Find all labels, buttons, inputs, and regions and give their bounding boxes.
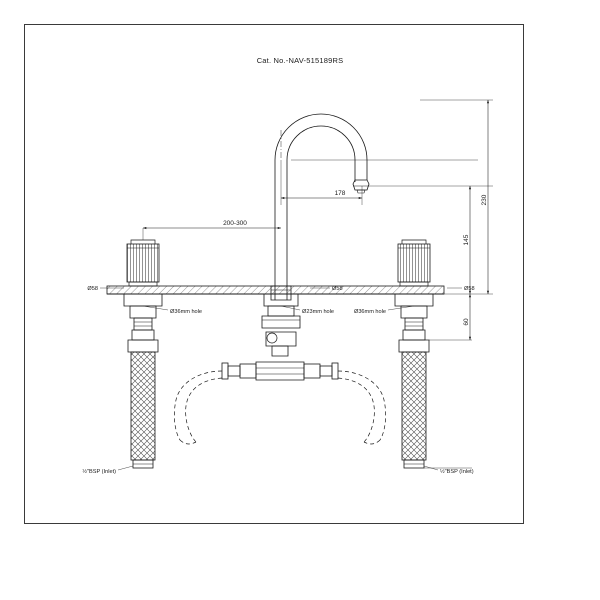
dim-hole-right: Ø36mm hole (353, 309, 386, 315)
label-inlet-left: ½"BSP (Inlet) (82, 469, 116, 475)
dim-spread-range: 200-300 (223, 220, 247, 227)
dim-spout-reach: 178 (334, 190, 346, 197)
dim-overall-height: 230 (481, 194, 488, 206)
dim-hole-left: Ø36mm hole (170, 309, 203, 315)
dim-cap-left: Ø58 (87, 286, 98, 292)
dim-hole-center: Ø23mm hole (302, 309, 335, 315)
dim-cap-right: Ø58 (464, 286, 475, 292)
dim-spout-height: 145 (463, 234, 470, 246)
label-inlet-right: ½"BSP (Inlet) (440, 469, 474, 475)
dim-cap-center: Ø58 (332, 286, 343, 292)
dim-below-deck: 60 (463, 318, 470, 326)
catalog-number-label: Cat. No.-NAV-515189RS (256, 56, 344, 65)
